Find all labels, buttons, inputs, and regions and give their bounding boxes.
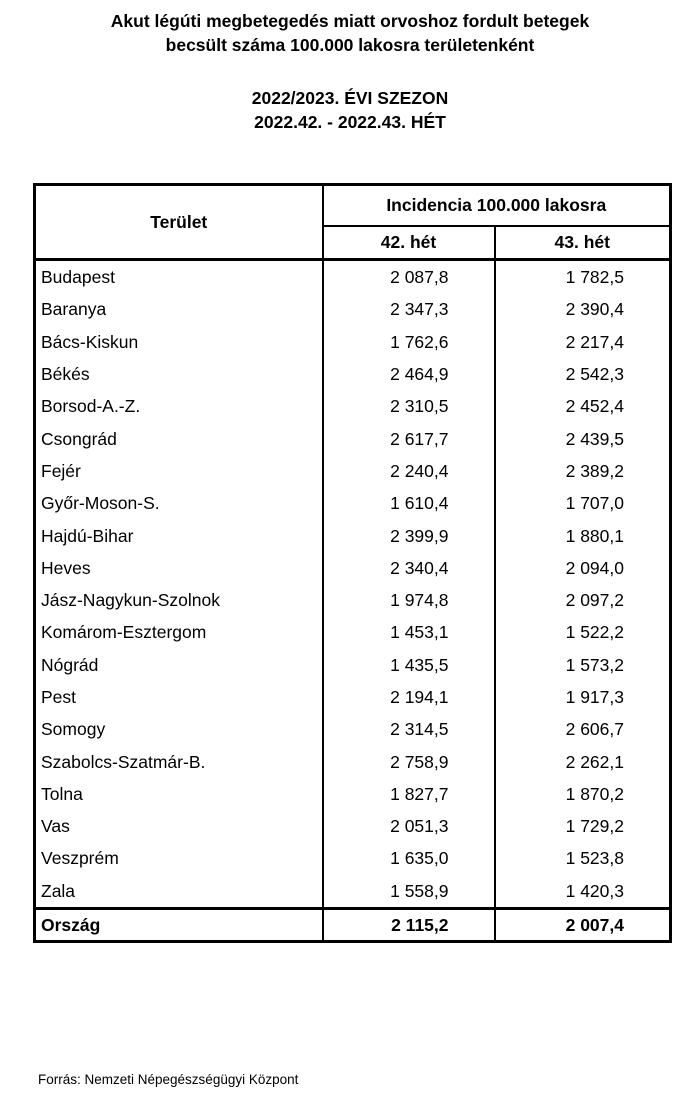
area-cell: Heves	[35, 552, 323, 584]
source-note: Forrás: Nemzeti Népegészségügyi Központ	[38, 1072, 299, 1087]
document-title	[0, 9, 700, 57]
week-43-cell: 2 094,0	[495, 552, 671, 584]
table-row	[35, 778, 671, 810]
area-cell: Tolna	[35, 778, 323, 810]
week-42-cell: 2 087,8	[323, 260, 495, 294]
area-cell: Nógrád	[35, 649, 323, 681]
week-42-cell: 2 240,4	[323, 455, 495, 487]
table-row	[35, 455, 671, 487]
table-row	[35, 681, 671, 713]
week-42-cell: 1 974,8	[323, 584, 495, 616]
week-43-cell: 2 452,4	[495, 390, 671, 422]
week-42-cell: 1 762,6	[323, 326, 495, 358]
week-42-cell: 1 453,1	[323, 616, 495, 648]
table-row	[35, 293, 671, 325]
header-week-42: 42. hét	[323, 226, 495, 260]
table-row	[35, 260, 671, 294]
week-43-cell: 1 917,3	[495, 681, 671, 713]
table-row	[35, 713, 671, 745]
table-row-total	[35, 908, 671, 941]
area-cell: Komárom-Esztergom	[35, 616, 323, 648]
week-42-cell: 2 758,9	[323, 745, 495, 777]
week-42-cell: 2 314,5	[323, 713, 495, 745]
area-cell: Bács-Kiskun	[35, 326, 323, 358]
week-43-cell: 2 262,1	[495, 745, 671, 777]
table-body	[35, 260, 671, 909]
week-43-cell: 1 522,2	[495, 616, 671, 648]
week-43-cell: 2 097,2	[495, 584, 671, 616]
week-43-cell: 1 573,2	[495, 649, 671, 681]
week-43-cell: 2 217,4	[495, 326, 671, 358]
total-week-43: 2 007,4	[495, 908, 671, 941]
area-cell: Pest	[35, 681, 323, 713]
week-42-cell: 2 194,1	[323, 681, 495, 713]
table-footer	[35, 908, 671, 941]
week-42-cell: 2 310,5	[323, 390, 495, 422]
table-row	[35, 326, 671, 358]
week-42-cell: 2 340,4	[323, 552, 495, 584]
total-area: Ország	[35, 908, 323, 941]
title-line-1: Akut légúti megbetegedés miatt orvoshoz fordult betegek	[110, 11, 590, 31]
incidence-table	[33, 183, 672, 943]
table-header	[35, 185, 671, 260]
area-cell: Hajdú-Bihar	[35, 519, 323, 551]
table-row	[35, 422, 671, 454]
area-cell: Somogy	[35, 713, 323, 745]
week-43-cell: 1 880,1	[495, 519, 671, 551]
week-43-cell: 1 782,5	[495, 260, 671, 294]
week-43-cell: 1 523,8	[495, 842, 671, 874]
week-43-cell: 1 420,3	[495, 875, 671, 909]
week-43-cell: 1 707,0	[495, 487, 671, 519]
header-incidence: Incidencia 100.000 lakosra	[323, 185, 671, 226]
area-cell: Budapest	[35, 260, 323, 294]
week-43-cell: 1 870,2	[495, 778, 671, 810]
week-43-cell: 2 606,7	[495, 713, 671, 745]
title-line-2: becsült száma 100.000 lakosra területenként	[165, 35, 535, 55]
week-42-cell: 2 464,9	[323, 358, 495, 390]
table-row	[35, 616, 671, 648]
week-42-cell: 1 827,7	[323, 778, 495, 810]
week-42-cell: 2 347,3	[323, 293, 495, 325]
area-cell: Zala	[35, 875, 323, 909]
table-row	[35, 584, 671, 616]
table-row	[35, 875, 671, 909]
week-43-cell: 2 390,4	[495, 293, 671, 325]
header-week-43: 43. hét	[495, 226, 671, 260]
season-label: 2022/2023. ÉVI SZEZON	[251, 88, 449, 108]
week-42-cell: 2 399,9	[323, 519, 495, 551]
week-43-cell: 1 729,2	[495, 810, 671, 842]
week-43-cell: 2 389,2	[495, 455, 671, 487]
week-42-cell: 1 435,5	[323, 649, 495, 681]
week-43-cell: 2 542,3	[495, 358, 671, 390]
table-row	[35, 487, 671, 519]
area-cell: Fejér	[35, 455, 323, 487]
area-cell: Szabolcs-Szatmár-B.	[35, 745, 323, 777]
header-area: Terület	[35, 185, 323, 260]
area-cell: Csongrád	[35, 422, 323, 454]
area-cell: Vas	[35, 810, 323, 842]
table-row	[35, 745, 671, 777]
total-week-42: 2 115,2	[323, 908, 495, 941]
table-row	[35, 810, 671, 842]
document-subtitle	[0, 86, 700, 134]
table-row	[35, 519, 671, 551]
area-cell: Veszprém	[35, 842, 323, 874]
week-42-cell: 2 617,7	[323, 422, 495, 454]
table-row	[35, 358, 671, 390]
table-row	[35, 649, 671, 681]
area-cell: Borsod-A.-Z.	[35, 390, 323, 422]
area-cell: Jász-Nagykun-Szolnok	[35, 584, 323, 616]
weeks-label: 2022.42. - 2022.43. HÉT	[254, 112, 446, 132]
area-cell: Baranya	[35, 293, 323, 325]
week-42-cell: 1 558,9	[323, 875, 495, 909]
table-row	[35, 552, 671, 584]
week-43-cell: 2 439,5	[495, 422, 671, 454]
area-cell: Békés	[35, 358, 323, 390]
area-cell: Győr-Moson-S.	[35, 487, 323, 519]
week-42-cell: 1 610,4	[323, 487, 495, 519]
week-42-cell: 2 051,3	[323, 810, 495, 842]
table-row	[35, 390, 671, 422]
week-42-cell: 1 635,0	[323, 842, 495, 874]
table-row	[35, 842, 671, 874]
